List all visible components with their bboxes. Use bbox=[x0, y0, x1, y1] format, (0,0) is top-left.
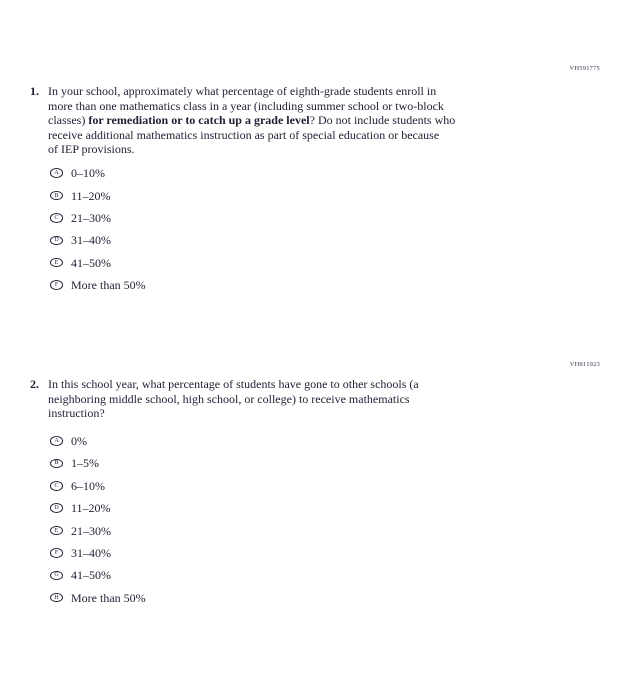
answer-bubble-icon[interactable] bbox=[50, 593, 63, 603]
option-row-b[interactable] bbox=[50, 184, 540, 206]
answer-bubble-letter: D bbox=[54, 237, 59, 244]
option-label: 21–30% bbox=[71, 523, 111, 538]
option-row-d[interactable] bbox=[50, 229, 540, 251]
answer-bubble-letter: A bbox=[54, 437, 59, 444]
option-row-h[interactable] bbox=[50, 587, 540, 609]
question-text-1 bbox=[48, 84, 540, 157]
answer-bubble-letter: A bbox=[54, 169, 59, 176]
answer-bubble-icon[interactable] bbox=[50, 436, 63, 446]
question-body-1 bbox=[48, 84, 540, 296]
option-row-c[interactable] bbox=[50, 207, 540, 229]
answer-bubble-icon[interactable] bbox=[50, 459, 63, 469]
answer-bubble-icon[interactable] bbox=[50, 571, 63, 581]
answer-bubble-icon[interactable] bbox=[50, 191, 63, 201]
question-text-2 bbox=[48, 377, 540, 421]
answer-bubble-icon[interactable] bbox=[50, 526, 63, 536]
answer-bubble-letter: F bbox=[54, 281, 59, 288]
option-label: 6–10% bbox=[71, 478, 105, 493]
question-text-line: of IEP provisions. bbox=[48, 142, 135, 157]
option-label: 21–30% bbox=[71, 210, 111, 225]
question-body-2 bbox=[48, 377, 540, 609]
question-options-1 bbox=[50, 162, 540, 296]
answer-bubble-letter: B bbox=[54, 460, 59, 467]
option-label: More than 50% bbox=[71, 590, 146, 605]
answer-bubble-icon[interactable] bbox=[50, 481, 63, 491]
answer-bubble-icon[interactable] bbox=[50, 258, 63, 268]
option-label: 0% bbox=[71, 433, 87, 448]
option-row-f[interactable] bbox=[50, 542, 540, 564]
answer-bubble-icon[interactable] bbox=[50, 548, 63, 558]
answer-bubble-icon[interactable] bbox=[50, 503, 63, 513]
question-text-line: classes) for remediation or to catch up a grade level? Do not include students who bbox=[48, 113, 456, 128]
question-text-line: more than one mathematics class in a year (including summer school or two-block bbox=[48, 98, 444, 113]
question-options-2 bbox=[50, 430, 540, 609]
answer-bubble-letter: C bbox=[54, 482, 59, 489]
option-label: 11–20% bbox=[71, 188, 111, 203]
option-row-f[interactable] bbox=[50, 274, 540, 296]
question-text-line: neighboring middle school, high school, or college) to receive mathematics bbox=[48, 391, 410, 406]
answer-bubble-letter: H bbox=[54, 594, 59, 601]
option-row-b[interactable] bbox=[50, 452, 540, 474]
question-number-1: 1. bbox=[30, 84, 39, 98]
answer-bubble-letter: E bbox=[54, 527, 59, 534]
answer-bubble-letter: F bbox=[54, 549, 59, 556]
question-text-line: instruction? bbox=[48, 406, 105, 421]
option-label: More than 50% bbox=[71, 278, 146, 293]
answer-bubble-letter: C bbox=[54, 214, 59, 221]
answer-bubble-letter: E bbox=[54, 259, 59, 266]
answer-bubble-letter: D bbox=[54, 504, 59, 511]
question-block-2 bbox=[30, 377, 540, 609]
item-code-2: VH811923 bbox=[569, 361, 600, 368]
question-block-1 bbox=[30, 84, 540, 296]
option-label: 41–50% bbox=[71, 255, 111, 270]
question-text-line: receive additional mathematics instruction as part of special education or because bbox=[48, 127, 440, 142]
option-row-e[interactable] bbox=[50, 252, 540, 274]
option-row-g[interactable] bbox=[50, 564, 540, 586]
option-row-e[interactable] bbox=[50, 519, 540, 541]
question-text-line: In your school, approximately what percentage of eighth-grade students enroll in bbox=[48, 84, 437, 98]
question-number-2: 2. bbox=[30, 377, 39, 391]
option-label: 31–40% bbox=[71, 233, 111, 248]
option-label: 31–40% bbox=[71, 545, 111, 560]
question-text-line: In this school year, what percentage of students have gone to other schools (a bbox=[48, 377, 419, 391]
answer-bubble-letter: G bbox=[54, 572, 59, 579]
option-row-d[interactable] bbox=[50, 497, 540, 519]
option-label: 41–50% bbox=[71, 568, 111, 583]
option-row-a[interactable] bbox=[50, 430, 540, 452]
answer-bubble-letter: B bbox=[54, 192, 59, 199]
option-label: 11–20% bbox=[71, 501, 111, 516]
answer-bubble-icon[interactable] bbox=[50, 168, 63, 178]
option-label: 1–5% bbox=[71, 456, 99, 471]
answer-bubble-icon[interactable] bbox=[50, 213, 63, 223]
item-code-1: VH591775 bbox=[569, 65, 600, 72]
option-row-c[interactable] bbox=[50, 475, 540, 497]
answer-bubble-icon[interactable] bbox=[50, 280, 63, 290]
option-row-a[interactable] bbox=[50, 162, 540, 184]
answer-bubble-icon[interactable] bbox=[50, 236, 63, 246]
option-label: 0–10% bbox=[71, 166, 105, 181]
